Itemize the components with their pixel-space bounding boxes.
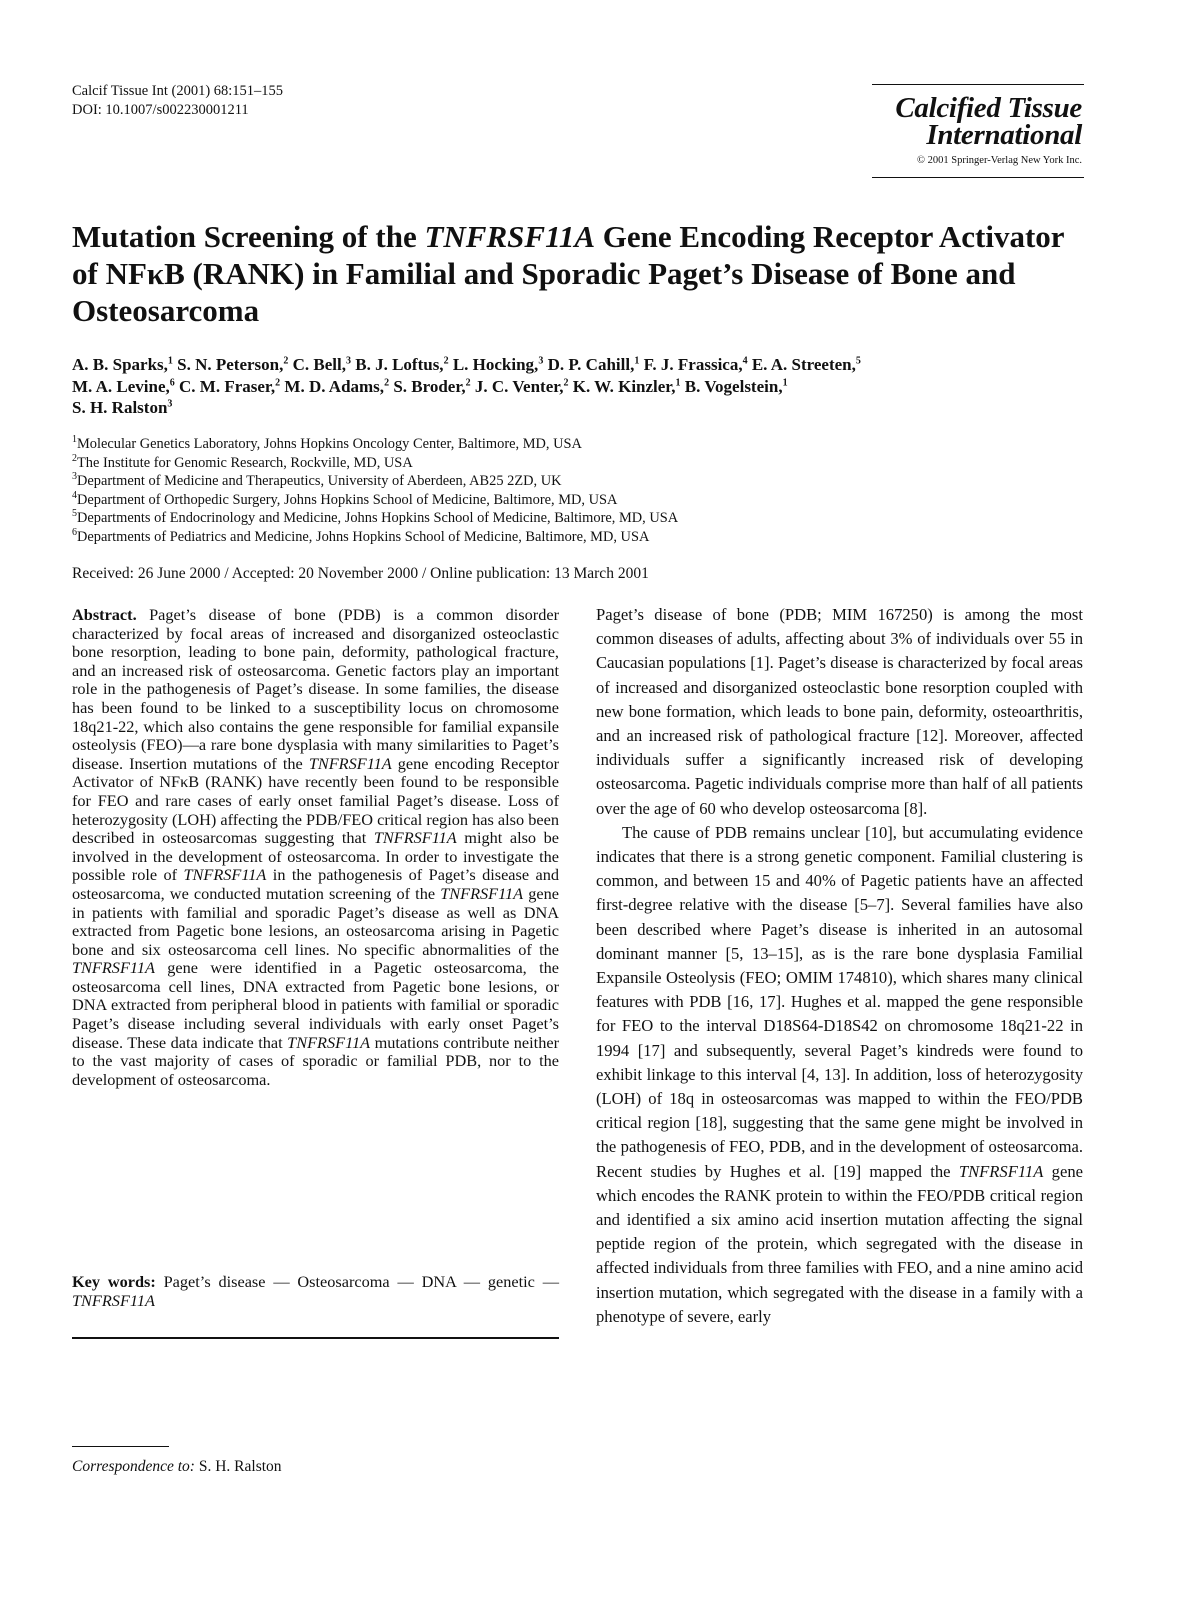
author: D. P. Cahill,$^1$	[547, 355, 640, 374]
author-list	[72, 354, 1102, 419]
affiliation: $^1$Molecular Genetics Laboratory, Johns Hopkins Oncology Center, Baltimore, MD, USA	[72, 434, 582, 452]
affiliation-list	[72, 435, 678, 546]
footnote-divider	[72, 1446, 169, 1447]
author: L. Hocking,$^3$	[452, 355, 544, 374]
journal-logo: Calcified Tissue International	[895, 92, 1082, 151]
author: K. W. Kinzler,$^1$	[572, 376, 681, 396]
abstract-divider	[72, 1337, 559, 1339]
keywords-label: Key words:	[72, 1272, 156, 1291]
author: B. Vogelstein,$^1$	[684, 376, 788, 396]
doi: DOI: 10.1007/s002230001211	[72, 102, 249, 118]
intro-paragraph-2: The cause of PDB remains unclear [10], but accumulating evidence indicates that there is a strong genetic component. Familial clustering is common, and between 15 and 40% of Pagetic patients have an affected first-degree relative with the disease [5–7]. Several families have also been described where Paget’s disease is inherited in an autosomal dominant manner [5, 13–15], as is the rare bone dysplasia Familial Expansile Osteolysis (FEO; OMIM 174810), which shares many clinical features with PDB [16, 17]. Hughes et al. mapped the gene responsible for FEO to the interval D18S64-D18S42 on chromosome 18q21-22 in 1994 [17] and subsequently, several Paget’s kindreds were found to exhibit linkage to this interval [4, 13]. In addition, loss of heterozygosity (LOH) of 18q in osteosarcomas was mapped to within the FEO/PDB critical region [18], suggesting that the same gene might be involved in the pathogenesis of FEO, PDB, and in the development of osteosarcoma. Recent studies by Hughes et al. [19] mapped the TNFRSF11A gene which encodes the RANK protein to within the FEO/PDB critical region and identified a six amino acid insertion mutation affecting the signal peptide region of the protein, which segregated with the disease in affected individuals from three families with FEO, and a nine amino acid insertion mutation, which segregated with the disease in a family with a phenotype of severe, early	[596, 822, 1083, 1326]
intro-paragraph-1: Paget’s disease of bone (PDB; MIM 167250) is among the most common diseases of adults, affecting about 3% of individuals over 55 in Caucasian populations [1]. Paget’s disease is characterized by focal areas of increased and disorganized osteoclastic bone resorption coupled with new bone formation, which leads to bone pain, deformity, osteoarthritis, and an increased risk of pathological fracture [12]. Moreover, affected individuals suffer a significantly increased risk of developing osteosarcoma. Pagetic individuals comprise more than half of all patients over the age of 60 who develop osteosarcoma [8].	[596, 605, 1083, 818]
author: F. J. Frassica,$^4$	[643, 355, 748, 374]
author: S. H. Ralston$^3$	[72, 398, 173, 417]
affiliation: $^2$The Institute for Genomic Research, Rockville, MD, USA	[72, 452, 413, 471]
author: S. N. Peterson,$^2$	[177, 355, 289, 374]
affiliation: $^5$Departments of Endocrinology and Medicine, Johns Hopkins School of Medicine, Baltimore, MD, USA	[72, 508, 679, 526]
author: A. B. Sparks,$^1$	[72, 355, 173, 374]
affiliation: $^6$Departments of Pediatrics and Medicine, Johns Hopkins School of Medicine, Baltimore, MD, USA	[72, 526, 650, 545]
affiliation: $^4$Department of Orthopedic Surgery, Johns Hopkins School of Medicine, Baltimore, MD, USA	[72, 489, 618, 508]
affiliation: $^3$Department of Medicine and Therapeutics, University of Aberdeen, AB25 2ZD, UK	[72, 471, 562, 489]
abstract: Abstract. Paget’s disease of bone (PDB) is a common disorder characterized by focal areas of increased and disorganized osteoclastic bone resorption, leading to bone pain, deformity, pathological fracture, and an increased risk of osteosarcoma. Genetic factors play an important role in the pathogenesis of Paget’s disease. In some families, the disease has been found to be linked to a susceptibility locus on chromosome 18q21-22, which also contains the gene responsible for familial expansile osteolysis (FEO)—a rare bone dysplasia with many similarities to Paget’s disease. Insertion mutations of the TNFRSF11A gene encoding Receptor Activator of NFκB (RANK) have recently been found to be responsible for FEO and rare cases of early onset familial Paget’s disease. Loss of heterozygosity (LOH) affecting the PDB/FEO critical region has also been described in osteosarcomas suggesting that TNFRSF11A might also be involved in the development of osteosarcoma. In order to investigate the possible role of TNFRSF11A in the pathogenesis of Paget’s disease and osteosarcoma, we conducted mutation screening of the TNFRSF11A gene in patients with familial and sporadic Paget’s disease as well as DNA extracted from Pagetic bone lesions, an osteosarcoma arising in Pagetic bone and six osteosarcoma cell lines. No specific abnormalities of the TNFRSF11A gene were identified in a Pagetic osteosarcoma, the osteosarcoma cell lines, DNA extracted from Pagetic bone lesions, or DNA extracted from peripheral blood in patients with familial or sporadic Paget’s disease including several individuals with early onset Paget’s disease. These data indicate that TNFRSF11A mutations contribute neither to the vast majority of cases of sporadic or familial PDB, nor to the development of osteosarcoma.	[72, 605, 560, 1089]
author: C. M. Fraser,$^2$	[179, 376, 281, 396]
journal-citation: Calcif Tissue Int (2001) 68:151–155	[72, 83, 284, 99]
journal-masthead	[872, 84, 1084, 178]
author: S. Broder,$^2$	[393, 376, 471, 396]
publication-dates: Received: 26 June 2000 / Accepted: 20 November 2000 / Online publication: 13 March 2001	[72, 565, 649, 582]
author: E. A. Streeten,$^5$	[751, 355, 861, 374]
journal-citation-block	[72, 82, 283, 120]
introduction-column	[596, 603, 1083, 1329]
author: M. A. Levine,$^6$	[72, 376, 175, 396]
abstract-label: Abstract.	[72, 605, 137, 624]
author: B. J. Loftus,$^2$	[355, 355, 449, 374]
author: M. D. Adams,$^2$	[284, 376, 390, 396]
copyright: © 2001 Springer-Verlag New York Inc.	[917, 155, 1082, 166]
keywords: Key words: Paget’s disease — Osteosarcoma — DNA — genetic — TNFRSF11A	[72, 1272, 559, 1310]
correspondence-footnote: Correspondence to: S. H. Ralston	[72, 1458, 282, 1475]
author: J. C. Venter,$^2$	[474, 376, 569, 396]
author: C. Bell,$^3$	[292, 355, 351, 374]
paper-title: Mutation Screening of the TNFRSF11A Gene Encoding Receptor Activator of NFκB (RANK) in Familial and Sporadic Paget’s Disease of Bone and Osteosarcoma	[72, 219, 1064, 328]
